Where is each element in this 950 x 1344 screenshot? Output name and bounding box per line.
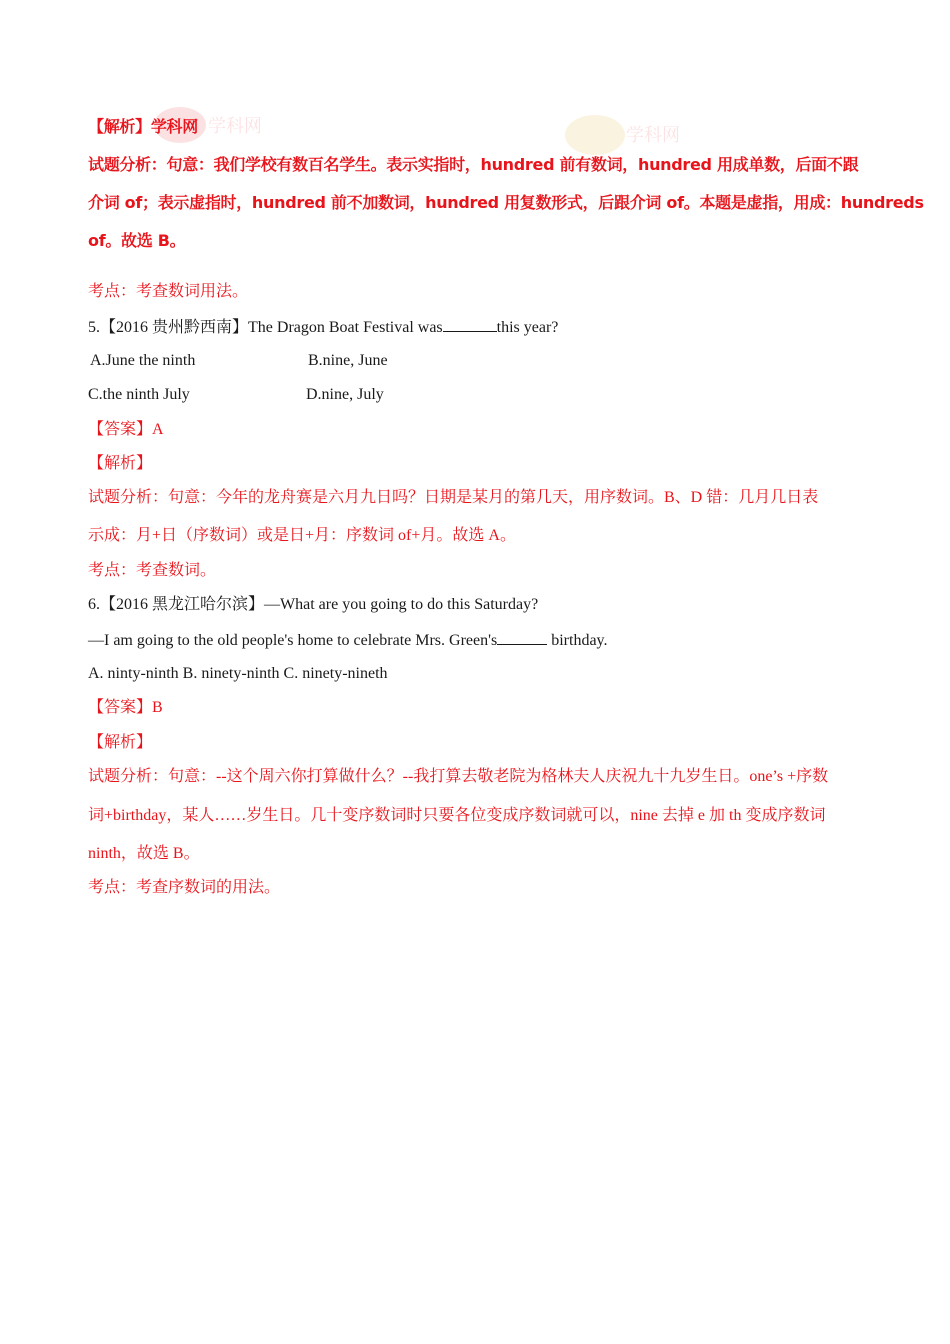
- q4-analysis-line: 试题分析：句意：我们学校有数百名学生。表示实指时，hundred 前有数词，hundred 用成单数，后面不跟: [88, 155, 859, 174]
- q5-stem: [88, 316, 558, 338]
- q5-option-b: B.nine, June: [308, 352, 388, 369]
- q6-options: A. ninty-ninth B. ninety-ninth C. ninety-nineth: [88, 665, 388, 682]
- q4-jiexi-heading: [88, 117, 198, 137]
- q5-option-a: A.June the ninth: [90, 352, 196, 369]
- q6-line2: [88, 629, 608, 651]
- q5-stem-tail: this year?: [496, 319, 559, 336]
- q6-jiexi-label: 【解析】: [88, 734, 153, 751]
- svg-text:学科网: 学科网: [626, 125, 680, 146]
- q5-point: 考点：考查数词。: [88, 562, 217, 579]
- q6-source: 【2016 黑龙江哈尔滨】: [100, 596, 265, 613]
- q6-answer: [88, 698, 163, 718]
- q6-blank: [497, 629, 547, 645]
- q6-point: 考点：考查序数词的用法。: [88, 879, 281, 896]
- q5-jiexi-label: 【解析】: [88, 455, 153, 472]
- q5-number: 5.: [88, 319, 100, 336]
- q5-option-c: C.the ninth July: [88, 386, 190, 403]
- q6-answer-label: 【答案】: [88, 699, 153, 716]
- q4-jiexi-label: 【解析】: [88, 117, 151, 136]
- q6-answer-value: B: [152, 699, 163, 716]
- q6-analysis-line: ninth，故选 B。: [88, 845, 200, 862]
- q5-analysis-line: 示成：月+日（序数词）或是日+月：序数词 of+月。故选 A。: [88, 527, 516, 544]
- q5-option-d: D.nine, July: [306, 386, 384, 403]
- q5-answer: [88, 420, 164, 440]
- q6-stem: [88, 595, 538, 615]
- q5-answer-label: 【答案】: [88, 421, 153, 438]
- q6-analysis-line: 词+birthday，某人……岁生日。几十变序数词时只要各位变成序数词就可以，nine 去掉 e 加 th 变成序数词: [88, 807, 826, 824]
- q4-analysis-line: of。故选 B。: [88, 231, 186, 250]
- q5-blank: [443, 316, 497, 332]
- q4-point: 考点：考查数词用法。: [88, 283, 249, 300]
- q5-source: 【2016 贵州黔西南】: [100, 319, 249, 336]
- q5-stem-text: The Dragon Boat Festival was: [248, 319, 443, 336]
- q6-number: 6.: [88, 596, 100, 613]
- q5-answer-value: A: [152, 421, 164, 438]
- q4-analysis-line: 介词 of；表示虚指时，hundred 前不加数词，hundred 用复数形式，后跟介词 of。本题是虚指，用成：hundreds: [88, 193, 924, 212]
- q4-jiexi-extra: 学科网: [150, 117, 198, 136]
- q6-line2-text: —I am going to the old people's home to celebrate Mrs. Green's: [88, 632, 498, 649]
- q6-line1: —What are you going to do this Saturday?: [264, 596, 539, 613]
- q5-analysis-line: 试题分析：句意：今年的龙舟赛是六月九日吗？日期是某月的第几天，用序数词。B、D 错：几月几日表: [88, 489, 819, 506]
- q6-line2-tail: birthday.: [547, 632, 608, 649]
- svg-text:学科网: 学科网: [208, 116, 260, 137]
- q6-analysis-line: 试题分析：句意：--这个周六你打算做什么？--我打算去敬老院为格林夫人庆祝九十九岁生日。one’s +序数: [88, 768, 829, 785]
